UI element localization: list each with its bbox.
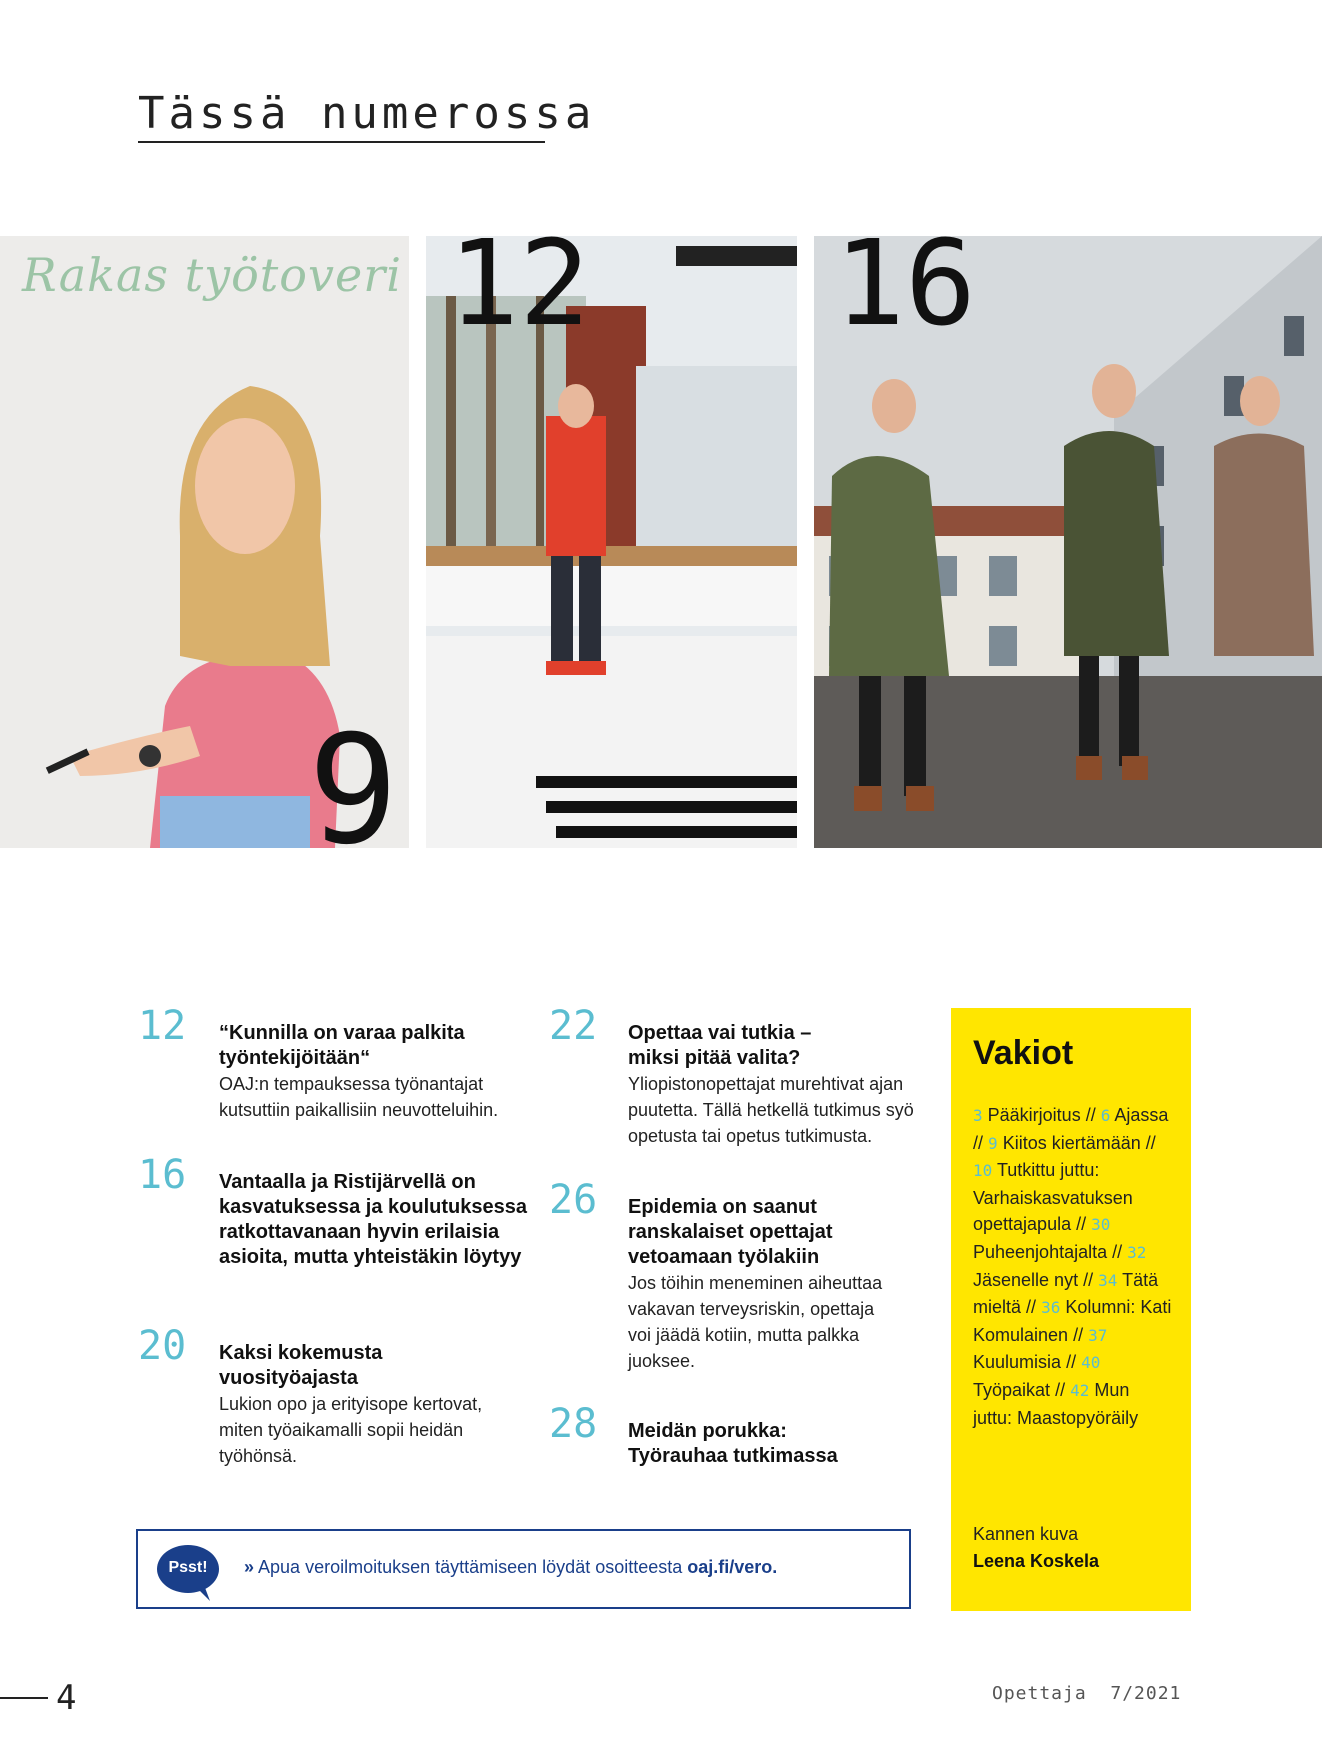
vakiot-item-label[interactable]: Pääkirjoitus (987, 1105, 1081, 1125)
vakiot-item-label[interactable]: Kuulumisia (973, 1352, 1062, 1373)
cover-credit-label: Kannen kuva (973, 1524, 1079, 1544)
toc-number: 16 (138, 1152, 187, 1198)
toc-entry-title: “Kunnilla on varaa palkita työntekijöitään“ (219, 1022, 465, 1069)
vakiot-item-label[interactable]: Ajassa (1114, 1105, 1169, 1125)
separator: // (1145, 1132, 1156, 1153)
cover-credit-name: Leena Koskela (973, 1551, 1100, 1571)
toc-entry[interactable] (628, 1419, 888, 1469)
vakiot-page-number: 32 (1127, 1242, 1147, 1262)
vakiot-page-number: 6 (1100, 1106, 1111, 1125)
vakiot-item-label[interactable]: Työpaikat (973, 1379, 1051, 1400)
toc-entry[interactable] (219, 1170, 529, 1270)
psst-banner (136, 1529, 911, 1609)
separator: // (1066, 1352, 1077, 1373)
photo-number-12: 12 (448, 236, 591, 352)
vakiot-page-number: 37 (1088, 1325, 1108, 1345)
psst-message: Apua veroilmoituksen täyttämiseen löydät osoitteesta (258, 1557, 683, 1577)
toc-number: 22 (549, 1003, 598, 1049)
title-underline (138, 141, 545, 143)
page-number: 4 (56, 1678, 77, 1718)
photo-number-16: 16 (834, 236, 977, 352)
vakiot-page-number: 30 (1091, 1215, 1111, 1235)
vakiot-page-number: 10 (973, 1161, 993, 1181)
toc-entry[interactable] (628, 1195, 908, 1374)
vakiot-item-label[interactable]: Tutkittu juttu: Varhaiskasvatuksen opettajapula (973, 1160, 1133, 1235)
toc-entry-title: Opettaa vai tutkia – miksi pitää valita? (628, 1022, 812, 1069)
toc-entry[interactable] (628, 1021, 933, 1149)
vakiot-item-label[interactable]: Tätä mieltä (973, 1269, 1159, 1318)
toc-number: 28 (549, 1401, 598, 1447)
magazine-issue: Opettaja 7/2021 (992, 1683, 1182, 1704)
vakiot-item-label[interactable]: Mun juttu: Maastopyöräily (973, 1379, 1139, 1428)
toc-number: 12 (138, 1003, 187, 1049)
toc-entry-title: Meidän porukka: Työrauhaa tutkimassa (628, 1420, 838, 1467)
vakiot-item-label[interactable]: Jäsenelle nyt (973, 1269, 1079, 1290)
vakiot-page-number: 9 (988, 1133, 998, 1153)
toc-entry-description: Jos töihin meneminen aiheuttaa vakavan terveysriskin, opettaja voi jäädä kotiin, mutta palkka juoksee. (628, 1273, 883, 1371)
psst-link[interactable]: oaj.fi/vero. (687, 1557, 778, 1577)
photo-teacher-whiteboard (0, 236, 409, 848)
vakiot-item-label[interactable]: Kiitos kiertämään (1002, 1132, 1141, 1153)
page-title: Tässä numerossa (138, 88, 596, 139)
vakiot-box (951, 1008, 1191, 1611)
photo-number-9: 9 (308, 704, 399, 848)
vakiot-page-number: 34 (1098, 1270, 1118, 1290)
separator: // (1073, 1324, 1084, 1345)
toc-entry-title: Kaksi kokemusta vuosityöajasta (219, 1342, 383, 1389)
toc-entry-title: Vantaalla ja Ristijärvellä on kasvatuksessa ja koulutuksessa ratkottavanaan hyvin erilaisia asioita, mutta yhteistäkin löytyy (219, 1171, 527, 1268)
toc-entry[interactable] (219, 1341, 519, 1469)
toc-entry-title: Epidemia on saanut ranskalaiset opettajat vetoamaan työlakiin (628, 1196, 833, 1268)
toc-entry-description: Yliopistonopettajat murehtivat ajan puutetta. Tällä hetkellä tutkimus syö opetusta tai opetus tutkimusta. (628, 1074, 914, 1146)
vakiot-list (973, 1102, 1173, 1431)
photo-teacher-canteen (426, 236, 797, 848)
vakiot-page-number: 36 (1041, 1298, 1061, 1318)
vakiot-page-number: 42 (1070, 1380, 1090, 1400)
vakiot-item-label[interactable]: Kolumni: Kati Komulainen (973, 1297, 1172, 1345)
toc-number: 20 (138, 1323, 187, 1369)
toc-entry[interactable] (219, 1021, 534, 1123)
separator: // (1076, 1214, 1087, 1235)
vakiot-heading: Vakiot (973, 1034, 1074, 1072)
toc-number: 26 (549, 1177, 598, 1223)
photo-three-teachers (814, 236, 1322, 848)
separator: // (1083, 1269, 1094, 1290)
vakiot-item-label[interactable]: Puheenjohtajalta (973, 1241, 1108, 1262)
separator: // (973, 1132, 984, 1153)
whiteboard-text: Rakas työtoveri (22, 248, 402, 302)
footer-rule (0, 1697, 48, 1699)
toc-entry-description: Lukion opo ja erityisope kertovat, miten työaikamalli sopii heidän työhönsä. (219, 1394, 483, 1466)
vakiot-page-number: 3 (973, 1106, 983, 1125)
separator: // (1055, 1379, 1066, 1400)
psst-label: Psst! (168, 1559, 208, 1576)
separator: // (1026, 1297, 1037, 1318)
separator: // (1112, 1241, 1123, 1262)
toc-entry-description: OAJ:n tempauksessa työnantajat kutsuttiin paikallisiin neuvotteluihin. (219, 1074, 499, 1120)
separator: // (1085, 1105, 1096, 1125)
vakiot-page-number: 40 (1081, 1353, 1101, 1373)
psst-text (244, 1557, 777, 1578)
speech-bubble-icon (156, 1543, 220, 1608)
chevron-right-icon: » (244, 1557, 255, 1577)
